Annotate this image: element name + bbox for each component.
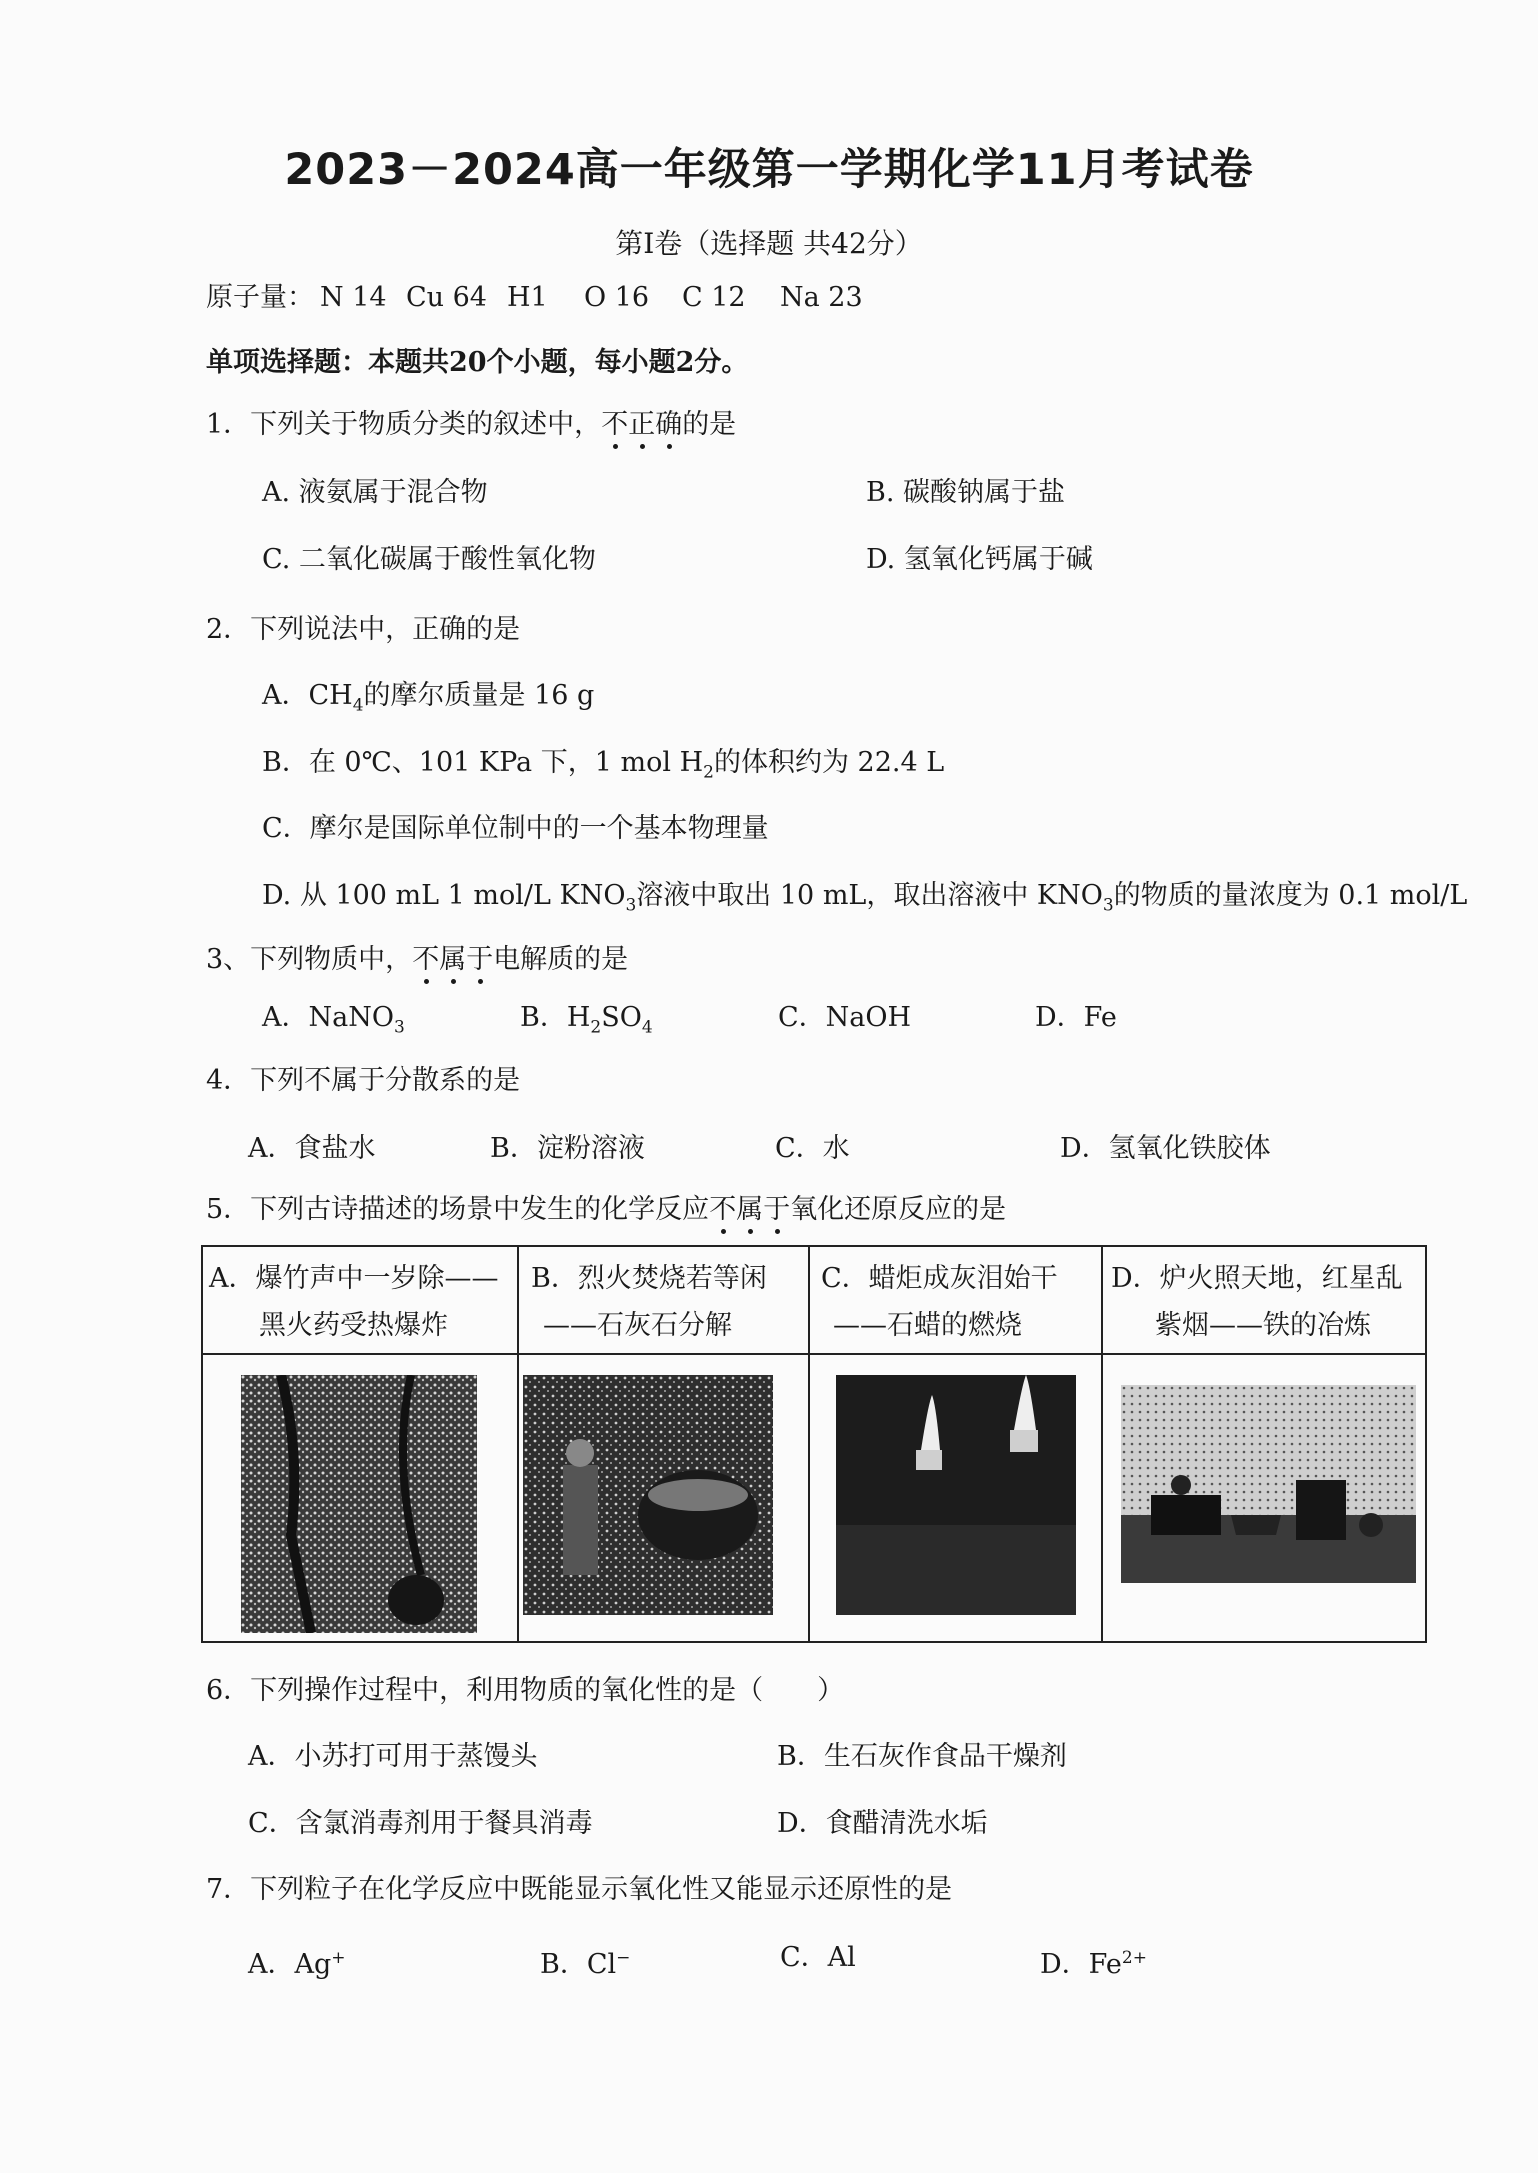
question-3-stem <box>206 942 628 978</box>
q3-option-a <box>262 1000 405 1045</box>
text: A．NaNO <box>262 1002 394 1033</box>
emphasis-char: 不 <box>709 1194 737 1225</box>
q7-option-b <box>540 1940 630 1983</box>
atomic-mass-cu: Cu 64 <box>406 282 487 313</box>
q2-option-b <box>262 745 944 790</box>
text: D. 从 100 mL 1 mol/L KNO <box>262 880 626 911</box>
table-divider <box>808 1247 810 1641</box>
firecracker-illustration <box>241 1375 477 1633</box>
text: B．H <box>520 1002 591 1033</box>
question-2-stem: 2．下列说法中，正确的是 <box>206 614 521 645</box>
emphasis-char: 于 <box>763 1194 791 1225</box>
table-divider <box>1101 1247 1103 1641</box>
q6-option-d: D．食醋清洗水垢 <box>777 1808 988 1839</box>
text: SO <box>601 1002 642 1033</box>
text: D．Fe <box>1040 1949 1122 1980</box>
cell-line: A．爆竹声中一岁除—— <box>209 1263 499 1294</box>
stem-text: 5．下列古诗描述的场景中发生的化学反应 <box>206 1194 710 1225</box>
question-4-stem: 4．下列不属于分散系的是 <box>206 1065 521 1096</box>
limestone-burning-illustration <box>523 1375 773 1615</box>
q6-option-a: A．小苏打可用于蒸馒头 <box>248 1741 538 1772</box>
q5-cell-c <box>821 1255 1058 1349</box>
iron-smelting-illustration <box>1121 1385 1416 1583</box>
q4-option-b: B．淀粉溶液 <box>490 1133 645 1164</box>
q2-option-d <box>262 878 1467 923</box>
emphasis-char: 不 <box>601 409 629 440</box>
q5-cell-b <box>531 1255 767 1349</box>
q4-option-a: A．食盐水 <box>248 1133 376 1164</box>
candle-illustration <box>836 1375 1076 1615</box>
subscript: 3 <box>393 1017 405 1038</box>
text: 溶液中取出 10 mL，取出溶液中 KNO <box>636 880 1103 911</box>
superscript: − <box>616 1948 631 1968</box>
text: A．Ag <box>248 1949 332 1980</box>
subscript: 3 <box>1102 895 1114 916</box>
table-divider <box>203 1353 1425 1355</box>
text: A．CH <box>262 680 353 711</box>
text: 的摩尔质量是 16 g <box>363 680 595 711</box>
cell-line: ——石蜡的燃烧 <box>833 1310 1022 1341</box>
emphasis-char: 于 <box>466 944 494 975</box>
atomic-mass-label: 原子量： <box>206 282 314 313</box>
text: B．在 0℃、101 KPa 下，1 mol H <box>262 747 704 778</box>
exam-title: 2023－2024高一年级第一学期化学11月考试卷 <box>284 145 1254 195</box>
q5-cell-d <box>1111 1255 1403 1349</box>
atomic-mass-c: C 12 <box>682 282 746 313</box>
instructions: 单项选择题：本题共20个小题，每小题2分。 <box>206 347 749 378</box>
question-5-stem <box>206 1192 1006 1228</box>
q1-option-b: B. 碳酸钠属于盐 <box>866 477 1066 508</box>
q3-option-b <box>520 1000 653 1045</box>
q5-table <box>201 1245 1427 1643</box>
q3-option-d: D．Fe <box>1035 1002 1117 1033</box>
atomic-mass-o: O 16 <box>584 282 650 313</box>
stem-text: 1．下列关于物质分类的叙述中， <box>206 409 602 440</box>
emphasis-char: 不 <box>412 944 440 975</box>
q1-option-a: A. 液氨属于混合物 <box>262 477 488 508</box>
subscript: 4 <box>352 695 364 716</box>
q7-option-d <box>1040 1940 1147 1983</box>
question-1-stem <box>206 407 736 443</box>
text: B．Cl <box>540 1949 617 1980</box>
atomic-mass-h: H1 <box>507 282 548 313</box>
q4-option-d: D．氢氧化铁胶体 <box>1060 1133 1271 1164</box>
atomic-mass-na: Na 23 <box>780 282 863 313</box>
q5-cell-a <box>209 1255 499 1349</box>
atomic-mass-n: N 14 <box>320 282 387 313</box>
subscript: 2 <box>703 762 714 783</box>
subscript: 3 <box>625 895 637 916</box>
q1-option-c: C. 二氧化碳属于酸性氧化物 <box>262 544 596 575</box>
cell-line: C．蜡炬成灰泪始干 <box>821 1263 1058 1294</box>
emphasis-char: 属 <box>439 944 467 975</box>
stem-text: 3、下列物质中， <box>206 944 413 975</box>
question-7-stem: 7．下列粒子在化学反应中既能显示氧化性又能显示还原性的是 <box>206 1874 953 1905</box>
q4-option-c: C．水 <box>775 1133 850 1164</box>
text: 的体积约为 22.4 L <box>713 747 945 778</box>
subscript: 2 <box>590 1017 602 1038</box>
table-divider <box>517 1247 519 1641</box>
subscript: 4 <box>641 1017 653 1038</box>
cell-line: 黑火药受热爆炸 <box>259 1310 448 1341</box>
emphasis-char: 确 <box>655 409 683 440</box>
cell-line: ——石灰石分解 <box>543 1310 732 1341</box>
q3-option-c: C．NaOH <box>778 1002 912 1033</box>
question-6-stem: 6．下列操作过程中，利用物质的氧化性的是（ ） <box>206 1675 845 1706</box>
q2-option-c: C．摩尔是国际单位制中的一个基本物理量 <box>262 813 769 844</box>
q1-option-d: D. 氢氧化钙属于碱 <box>866 544 1093 575</box>
q6-option-c: C．含氯消毒剂用于餐具消毒 <box>248 1808 593 1839</box>
cell-line: D．炉火照天地，红星乱 <box>1111 1263 1403 1294</box>
q7-option-a <box>248 1940 346 1983</box>
emphasis-char: 正 <box>628 409 656 440</box>
superscript: 2+ <box>1121 1948 1147 1968</box>
q2-option-a <box>262 678 594 723</box>
q6-option-b: B．生石灰作食品干燥剂 <box>777 1741 1067 1772</box>
superscript: + <box>331 1948 346 1968</box>
stem-text: 的是 <box>682 409 737 440</box>
emphasis-char: 属 <box>736 1194 764 1225</box>
stem-text: 氧化还原反应的是 <box>790 1194 1007 1225</box>
cell-line: 紫烟——铁的冶炼 <box>1155 1310 1371 1341</box>
cell-line: B．烈火焚烧若等闲 <box>531 1263 767 1294</box>
section-title: 第Ⅰ卷（选择题 共42分） <box>615 227 923 260</box>
stem-text: 电解质的是 <box>493 944 629 975</box>
q7-option-c: C．Al <box>780 1942 856 1973</box>
text: 的物质的量浓度为 0.1 mol/L <box>1113 880 1468 911</box>
